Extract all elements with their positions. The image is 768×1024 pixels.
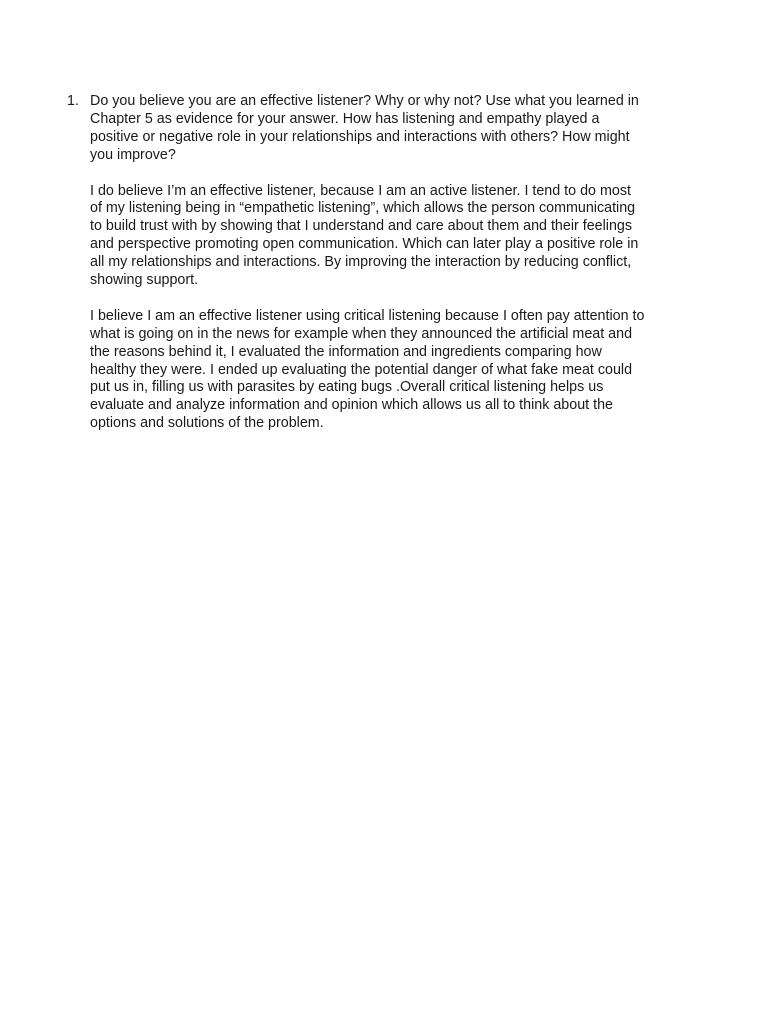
- text-line: Chapter 5 as evidence for your answer. How has listening and empathy played a: [90, 110, 600, 127]
- answer-paragraph-empathetic-listening: [90, 183, 680, 290]
- text-line: put us in, filling us with parasites by eating bugs .Overall critical listening helps us: [90, 379, 604, 396]
- text-line: healthy they were. I ended up evaluating the potential danger of what fake meat could: [90, 361, 633, 378]
- list-item-body: [90, 93, 680, 451]
- text-line: I believe I am an effective listener using critical listening because I often pay attention to: [90, 307, 645, 324]
- text-line: what is going on in the news for example when they announced the artificial meat and: [90, 325, 633, 342]
- text-line: you improve?: [90, 146, 176, 163]
- text-line: of my listening being in “empathetic listening”, which allows the person communicating: [90, 200, 636, 217]
- text-line: all my relationships and interactions. By improving the interaction by reducing conflict,: [90, 254, 632, 271]
- text-line: Do you believe you are an effective listener? Why or why not? Use what you learned in: [90, 93, 639, 109]
- question-paragraph: [90, 93, 680, 165]
- text-line: to build trust with by showing that I understand and care about them and their feelings: [90, 218, 633, 235]
- text-line: positive or negative role in your relationships and interactions with others? How might: [90, 128, 630, 145]
- answer-paragraph-critical-listening: [90, 308, 680, 433]
- text-line: options and solutions of the problem.: [90, 415, 324, 432]
- text-line: evaluate and analyze information and opinion which allows us all to think about the: [90, 397, 613, 414]
- text-line: and perspective promoting open communication. Which can later play a positive role in: [90, 236, 639, 253]
- text-line: I do believe I’m an effective listener, because I am an active listener. I tend to do most: [90, 182, 631, 199]
- list-number: 1.: [67, 93, 79, 109]
- text-line: showing support.: [90, 272, 199, 289]
- text-line: the reasons behind it, I evaluated the information and ingredients comparing how: [90, 343, 602, 360]
